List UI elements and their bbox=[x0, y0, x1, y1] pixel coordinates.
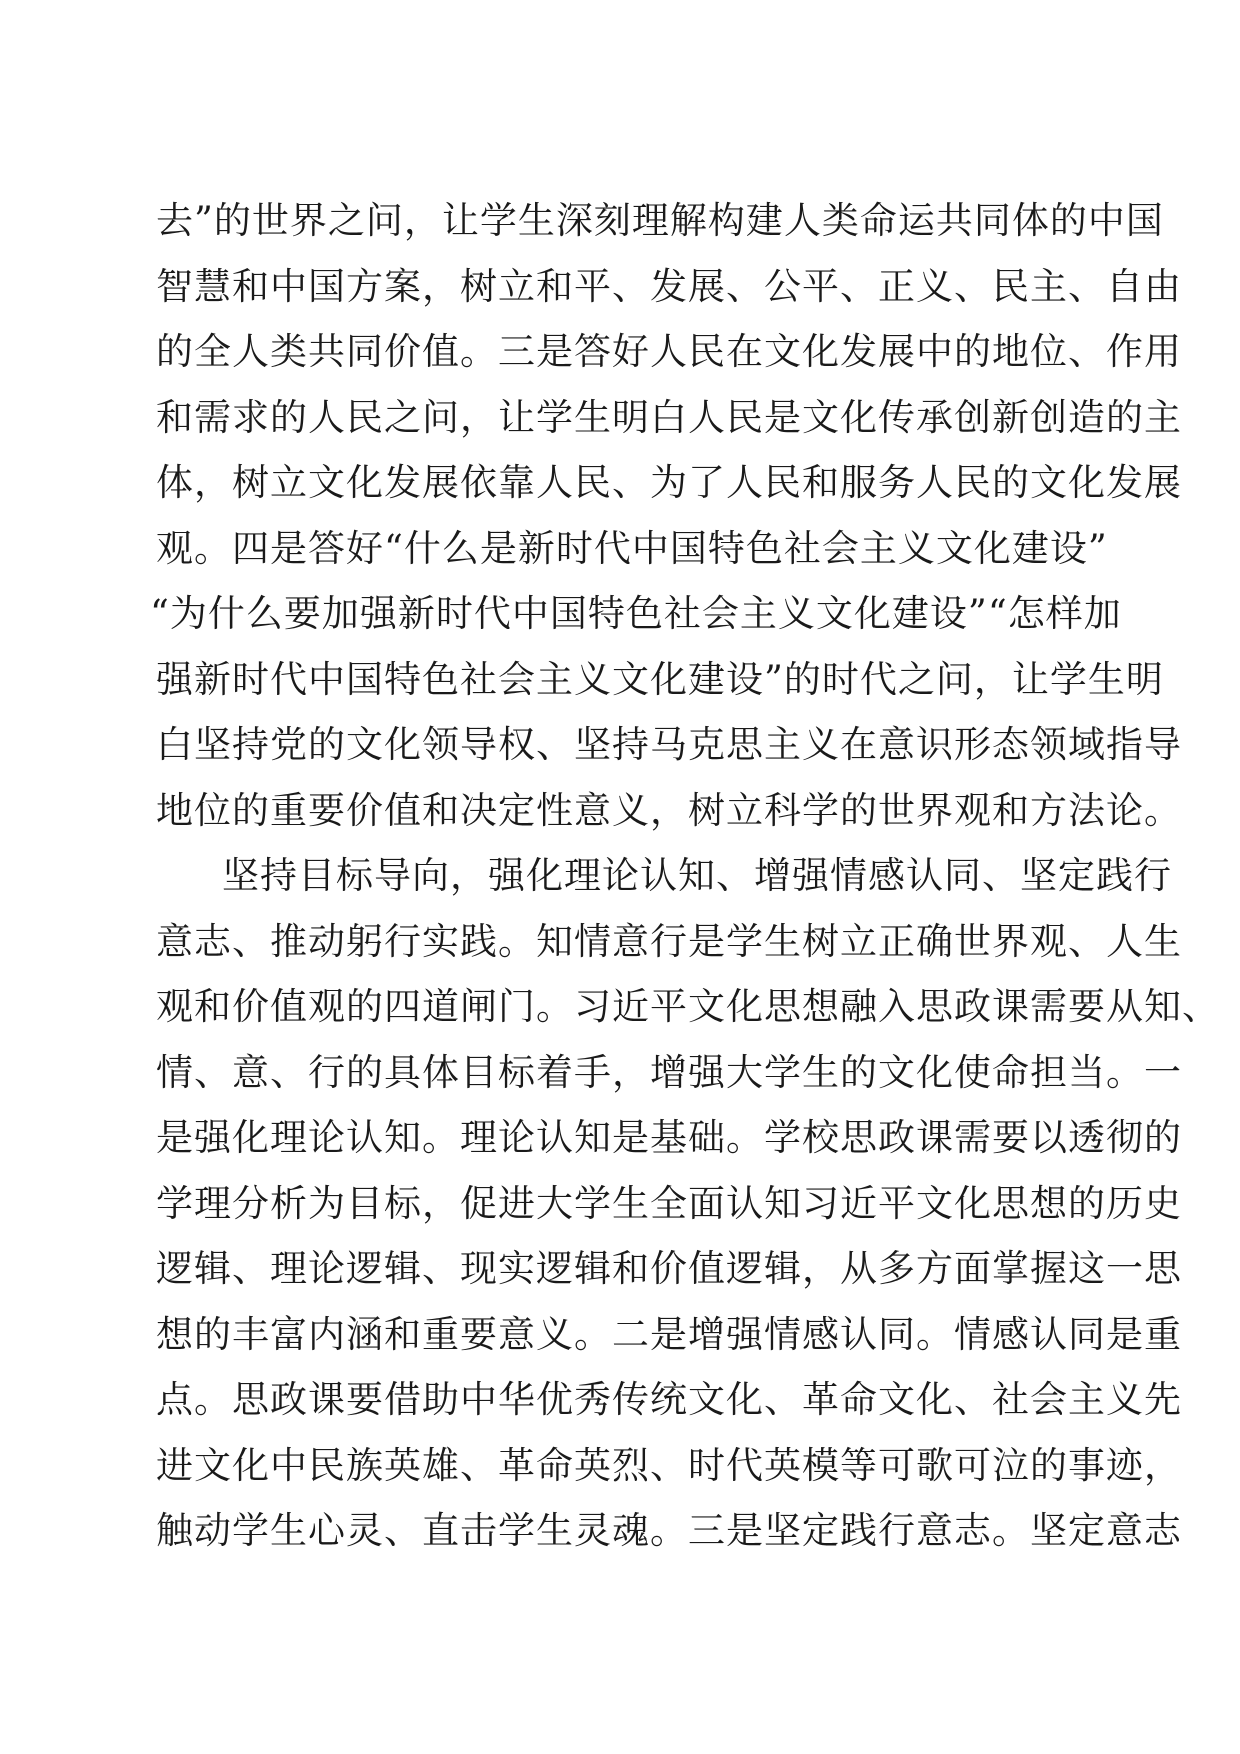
paragraph-line: 意志、推动躬行实践。知情意行是学生树立正确世界观、人生 bbox=[156, 919, 1182, 963]
paragraph-line: 观。四是答好“什么是新时代中国特色社会主义文化建设” bbox=[156, 526, 1108, 570]
paragraph-line: 的全人类共同价值。三是答好人民在文化发展中的地位、作用 bbox=[156, 330, 1182, 373]
paragraph-line: 想的丰富内涵和重要意义。二是增强情感认同。情感认同是重 bbox=[156, 1312, 1182, 1356]
paragraph-line: 情、意、行的具体目标着手，增强大学生的文化使命担当。一 bbox=[156, 1050, 1182, 1094]
paragraph-line: 点。思政课要借助中华优秀传统文化、革命文化、社会主义先 bbox=[156, 1378, 1182, 1421]
paragraph-line: 和需求的人民之问，让学生明白人民是文化传承创新创造的主 bbox=[156, 395, 1182, 439]
paragraph-line: 地位的重要价值和决定性意义，树立科学的世界观和方法论。 bbox=[156, 788, 1182, 832]
paragraph-line: “为什么要加强新时代中国特色社会主义文化建设”“怎样加 bbox=[150, 592, 1122, 635]
paragraph-line: 逻辑、理论逻辑、现实逻辑和价值逻辑，从多方面掌握这一思 bbox=[156, 1247, 1182, 1290]
paragraph-line: 白坚持党的文化领导权、坚持马克思主义在意识形态领域指导 bbox=[156, 723, 1182, 766]
paragraph-line: 进文化中民族英雄、革命英烈、时代英模等可歌可泣的事迹， bbox=[156, 1443, 1182, 1487]
paragraph-line: 学理分析为目标，促进大学生全面认知习近平文化思想的历史 bbox=[156, 1181, 1182, 1225]
paragraph-line: 强新时代中国特色社会主义文化建设”的时代之问，让学生明 bbox=[156, 657, 1164, 701]
paragraph-line: 去”的世界之问，让学生深刻理解构建人类命运共同体的中国 bbox=[156, 199, 1164, 242]
paragraph-line: 智慧和中国方案，树立和平、发展、公平、正义、民主、自由 bbox=[156, 264, 1182, 308]
paragraph-line: 是强化理论认知。理论认知是基础。学校思政课需要以透彻的 bbox=[156, 1116, 1182, 1159]
paragraph-1 bbox=[150, 188, 1182, 843]
paragraph-line: 体，树立文化发展依靠人民、为了人民和服务人民的文化发展 bbox=[156, 461, 1182, 504]
paragraph-line: 观和价值观的四道闸门。习近平文化思想融入思政课需要从知、 bbox=[156, 985, 1220, 1028]
paragraph-line: 坚持目标导向，强化理论认知、增强情感认同、坚定践行 bbox=[222, 854, 1172, 897]
paragraph-line: 触动学生心灵、直击学生灵魂。三是坚定践行意志。坚定意志 bbox=[156, 1509, 1182, 1552]
paragraph-2 bbox=[156, 843, 1220, 1564]
body-text bbox=[150, 188, 1220, 1564]
